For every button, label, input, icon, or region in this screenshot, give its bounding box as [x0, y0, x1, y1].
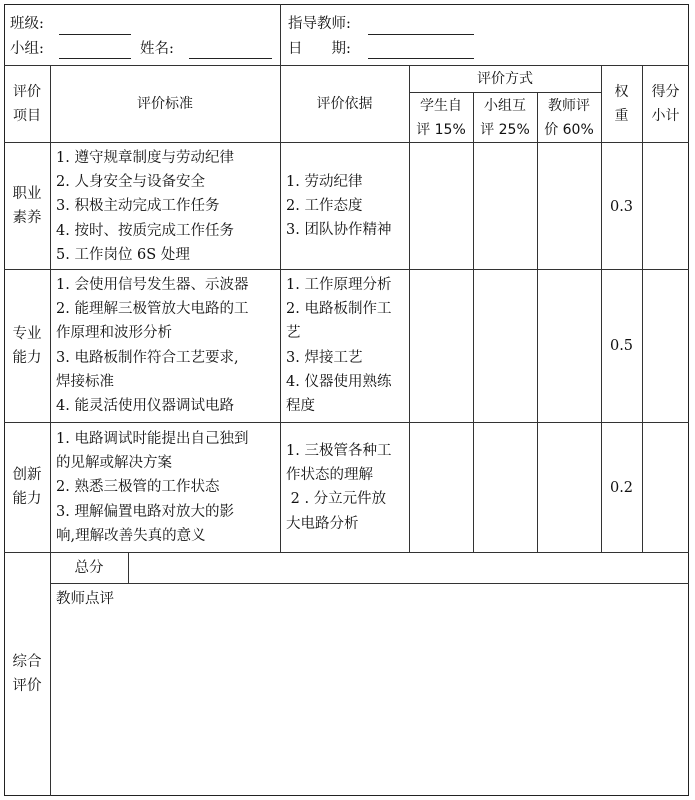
- row-basis: [286, 170, 391, 243]
- criteria-line: 3. 电路板制作符合工艺要求,: [56, 349, 239, 366]
- rule-col5: [537, 92, 538, 552]
- basis-line: 2. 工作态度: [286, 198, 363, 215]
- row-criteria: [56, 427, 248, 548]
- criteria-line: 1. 遵守规章制度与劳动纪律: [56, 150, 234, 166]
- class-field[interactable]: [59, 34, 131, 35]
- criteria-line: 响,理解改善失真的意义: [56, 527, 206, 544]
- header-score: 得分: [651, 84, 680, 100]
- teacher-field[interactable]: [368, 34, 474, 35]
- header-method: 评价方式: [477, 71, 533, 87]
- basis-line: 作状态的理解: [286, 467, 373, 484]
- rule-row1: [4, 269, 689, 270]
- header-score: 小计: [651, 108, 680, 124]
- row-item: 创新: [12, 467, 42, 483]
- criteria-line: 2. 能理解三极管放大电路的工: [56, 301, 249, 318]
- header-item: 评价: [13, 84, 41, 100]
- basis-line: 4. 仪器使用熟练: [286, 373, 392, 390]
- teacher-label: 指导教师:: [288, 16, 351, 32]
- rule-method-split: [409, 92, 601, 93]
- header-student: 评 15%: [416, 122, 466, 138]
- criteria-line: 1. 电路调试时能提出自己独到: [56, 431, 249, 447]
- basis-line: 1. 三极管各种工: [286, 443, 392, 459]
- row-item: 能力: [12, 350, 42, 366]
- rule-total-split: [128, 552, 129, 583]
- rule-row3: [4, 552, 689, 553]
- basis-line: 3. 团队协作精神: [286, 222, 392, 239]
- total-value-field[interactable]: [132, 556, 682, 580]
- header-group: 小组互: [484, 98, 526, 114]
- row-weight: 0.2: [609, 480, 634, 496]
- header-weight: 权: [614, 84, 629, 100]
- rule-col7: [642, 65, 643, 552]
- date-label: 日 期:: [288, 41, 351, 57]
- criteria-line: 作原理和波形分析: [56, 325, 172, 342]
- criteria-line: 3. 积极主动完成工作任务: [56, 198, 220, 215]
- row-item: 职业: [12, 186, 42, 202]
- rule-col4: [473, 92, 474, 552]
- header-teacher: 价 60%: [544, 122, 594, 138]
- header-criteria: 评价标准: [137, 96, 193, 112]
- criteria-line: 5. 工作岗位 6S 处理: [56, 246, 190, 263]
- rule-col2: [280, 65, 281, 552]
- criteria-line: 4. 按时、按质完成工作任务: [56, 222, 234, 239]
- rule-row2: [4, 422, 689, 423]
- row-basis: [286, 273, 391, 418]
- header-teacher: 教师评: [548, 98, 590, 114]
- header-basis: 评价依据: [316, 96, 373, 112]
- rule-head-bottom: [4, 142, 689, 143]
- rule-header-mid: [280, 4, 281, 65]
- class-label: 班级:: [10, 16, 44, 32]
- basis-line: 3. 焊接工艺: [286, 349, 363, 366]
- row-weight: 0.5: [609, 338, 634, 354]
- row-weight: 0.3: [609, 199, 634, 215]
- criteria-line: 的见解或解决方案: [56, 455, 172, 472]
- basis-line: 艺: [286, 325, 301, 342]
- criteria-line: 焊接标准: [56, 373, 114, 390]
- row-item: 素养: [12, 210, 42, 226]
- row-item: 专业: [12, 326, 42, 342]
- header-group: 评 25%: [480, 122, 530, 138]
- criteria-line: 3. 理解偏置电路对放大的影: [56, 503, 234, 520]
- criteria-line: 2. 人身安全与设备安全: [56, 174, 205, 191]
- row-criteria: [56, 273, 248, 418]
- total-label: 总分: [74, 560, 104, 576]
- date-field[interactable]: [368, 58, 474, 59]
- basis-line: 2. 电路板制作工: [286, 301, 392, 318]
- header-weight: 重: [614, 108, 629, 124]
- comment-label: 教师点评: [56, 591, 114, 607]
- row-item: 能力: [12, 491, 42, 507]
- rule-header: [4, 65, 689, 66]
- header-item: 项目: [13, 108, 41, 124]
- row-basis: [286, 439, 391, 536]
- basis-line: 1. 工作原理分析: [286, 277, 392, 293]
- basis-line: 1. 劳动纪律: [286, 174, 363, 190]
- group-label: 小组:: [10, 41, 44, 57]
- basis-line: 大电路分析: [286, 515, 359, 532]
- name-field[interactable]: [189, 58, 272, 59]
- row-criteria: [56, 146, 234, 267]
- summary-item: 综合: [12, 654, 42, 670]
- name-label: 姓名:: [140, 41, 174, 57]
- criteria-line: 4. 能灵活使用仪器调试电路: [56, 398, 234, 415]
- header-student: 学生自: [420, 98, 462, 114]
- comment-field[interactable]: [56, 612, 684, 792]
- rule-total: [50, 583, 689, 584]
- criteria-line: 2. 熟悉三极管的工作状态: [56, 479, 220, 496]
- group-field[interactable]: [59, 58, 131, 59]
- basis-line: 2 . 分立元件放: [286, 491, 387, 508]
- summary-item: 评价: [12, 678, 42, 694]
- criteria-line: 1. 会使用信号发生器、示波器: [56, 277, 249, 293]
- basis-line: 程度: [286, 398, 315, 415]
- rule-col1: [50, 65, 51, 796]
